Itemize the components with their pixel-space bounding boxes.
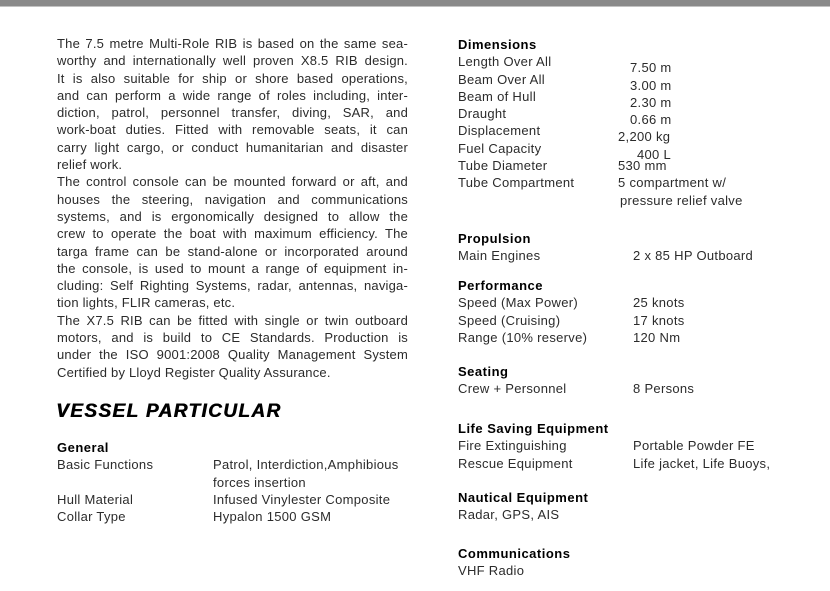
communications-items: VHF Radio [458, 563, 525, 579]
section-dimensions [458, 36, 830, 208]
spec-label: Fuel Capacity [458, 140, 542, 156]
intro-line: and can perform a wide range of roles including, inter- [57, 87, 408, 103]
intro-line: carry light cargo, or conduct humanitarian and disaster [57, 139, 408, 155]
intro-line: It is also suitable for ship or shore based operations, [57, 70, 408, 86]
spec-label: Main Engines [458, 248, 541, 264]
spec-row [458, 455, 830, 472]
communications-heading: Communications [458, 546, 571, 561]
spec-label: Length Over All [458, 54, 552, 70]
intro-line: tion lights, FLIR cameras, etc. [57, 295, 236, 311]
general-heading: General [57, 440, 109, 455]
spec-row [57, 491, 422, 508]
dimensions-heading: Dimensions [458, 37, 537, 52]
spec-value: Infused Vinylester Composite [213, 491, 391, 507]
spec-label: Displacement [458, 123, 541, 139]
spec-label: Beam Over All [458, 71, 545, 87]
spec-row [458, 329, 830, 346]
seating-heading: Seating [458, 364, 509, 379]
spec-value: pressure relief valve [620, 192, 743, 208]
spec-label: Tube Compartment [458, 175, 575, 191]
spec-label: Speed (Cruising) [458, 312, 561, 328]
intro-line: houses the steering, navigation and communications [57, 191, 408, 207]
life-saving-heading: Life Saving Equipment [458, 421, 609, 436]
spec-row [458, 247, 830, 264]
spec-value: 25 knots [633, 295, 685, 311]
propulsion-heading: Propulsion [458, 231, 531, 246]
window-top-bar [0, 0, 830, 7]
vessel-particular-title: VESSEL PARTICULAR [56, 401, 282, 422]
spec-value: 400 L [637, 146, 672, 162]
section-communications [458, 545, 830, 580]
spec-label: Range (10% reserve) [458, 329, 588, 345]
intro-line: targa frame can be stand-alone or incorporated around [57, 243, 408, 259]
intro-line: The X7.5 RIB can be fitted with single or twin outboard [57, 312, 408, 328]
section-life-saving-equipment [458, 420, 830, 472]
spec-label: Collar Type [57, 509, 126, 525]
spec-row [458, 294, 830, 311]
section-propulsion [458, 230, 830, 265]
spec-value: Portable Powder FE [633, 438, 755, 454]
spec-label: Hull Material [57, 491, 134, 507]
intro-line: motors, and is build to CE Standards. Production is [57, 330, 408, 346]
spec-label: Basic Functions [57, 457, 154, 473]
spec-row [458, 437, 830, 454]
spec-row [57, 508, 422, 525]
spec-value: 2,200 kg [618, 129, 671, 145]
section-nautical-equipment [458, 489, 830, 524]
spec-value: 8 Persons [633, 381, 695, 397]
spec-row [57, 456, 422, 491]
spec-row [458, 380, 830, 397]
spec-label: Crew + Personnel [458, 381, 567, 397]
spec-value: 120 Nm [633, 329, 681, 345]
spec-value: 530 mm [618, 158, 667, 174]
spec-label: Tube Diameter [458, 158, 548, 174]
spec-label: Fire Extinguishing [458, 438, 567, 454]
spec-label: Beam of Hull [458, 88, 537, 104]
spec-value: 2 x 85 HP Outboard [633, 248, 754, 264]
intro-line: The control console can be mounted forward or aft, and [57, 174, 408, 190]
section-general [57, 439, 422, 525]
spec-label: Draught [458, 106, 507, 122]
spec-value: 5 compartment w/ [618, 175, 727, 191]
intro-line: work-boat duties. Fitted with removable seats, it can [57, 122, 408, 138]
intro-line: The 7.5 metre Multi-Role RIB is based on the same sea- [57, 36, 408, 51]
intro-line: worthy and internationally well proven X8.5 RIB design. [57, 53, 408, 69]
intro-line: diction, patrol, personnel transfer, diving, SAR, and [57, 105, 408, 121]
intro-line: relief work. [57, 157, 123, 173]
intro-line: cluding: Self Righting Systems, radar, antennas, naviga- [57, 278, 408, 294]
spec-value: 2.30 m [630, 94, 672, 110]
nautical-items: Radar, GPS, AIS [458, 507, 560, 523]
intro-line: Certified by Lloyd Register Quality Assurance. [57, 364, 331, 380]
spec-value: Patrol, Interdiction,Amphibious forces insertion [213, 457, 399, 490]
nautical-heading: Nautical Equipment [458, 490, 589, 505]
intro-line: crew to operate the boat with maximum efficiency. The [57, 226, 408, 242]
intro-line: the console, is used to mount a range of equipment in- [57, 260, 408, 276]
intro-paragraphs [57, 35, 408, 381]
spec-value: 0.66 m [630, 112, 672, 128]
intro-line: systems, and is ergonomically designed to allow the [57, 208, 408, 224]
spec-value: 17 knots [633, 312, 685, 328]
performance-heading: Performance [458, 278, 543, 293]
dimensions-table [458, 53, 830, 208]
spec-value: Life jacket, Life Buoys, [633, 455, 771, 471]
spec-label: Rescue Equipment [458, 455, 573, 471]
section-performance [458, 277, 830, 346]
section-seating [458, 363, 830, 398]
spec-value: Hypalon 1500 GSM [213, 509, 332, 525]
intro-line: under the ISO 9001:2008 Quality Management System [57, 347, 408, 363]
spec-row [458, 312, 830, 329]
spec-value: 3.00 m [630, 77, 672, 93]
spec-value: 7.50 m [630, 60, 672, 76]
dimensions-values [618, 53, 828, 209]
spec-label: Speed (Max Power) [458, 295, 578, 311]
